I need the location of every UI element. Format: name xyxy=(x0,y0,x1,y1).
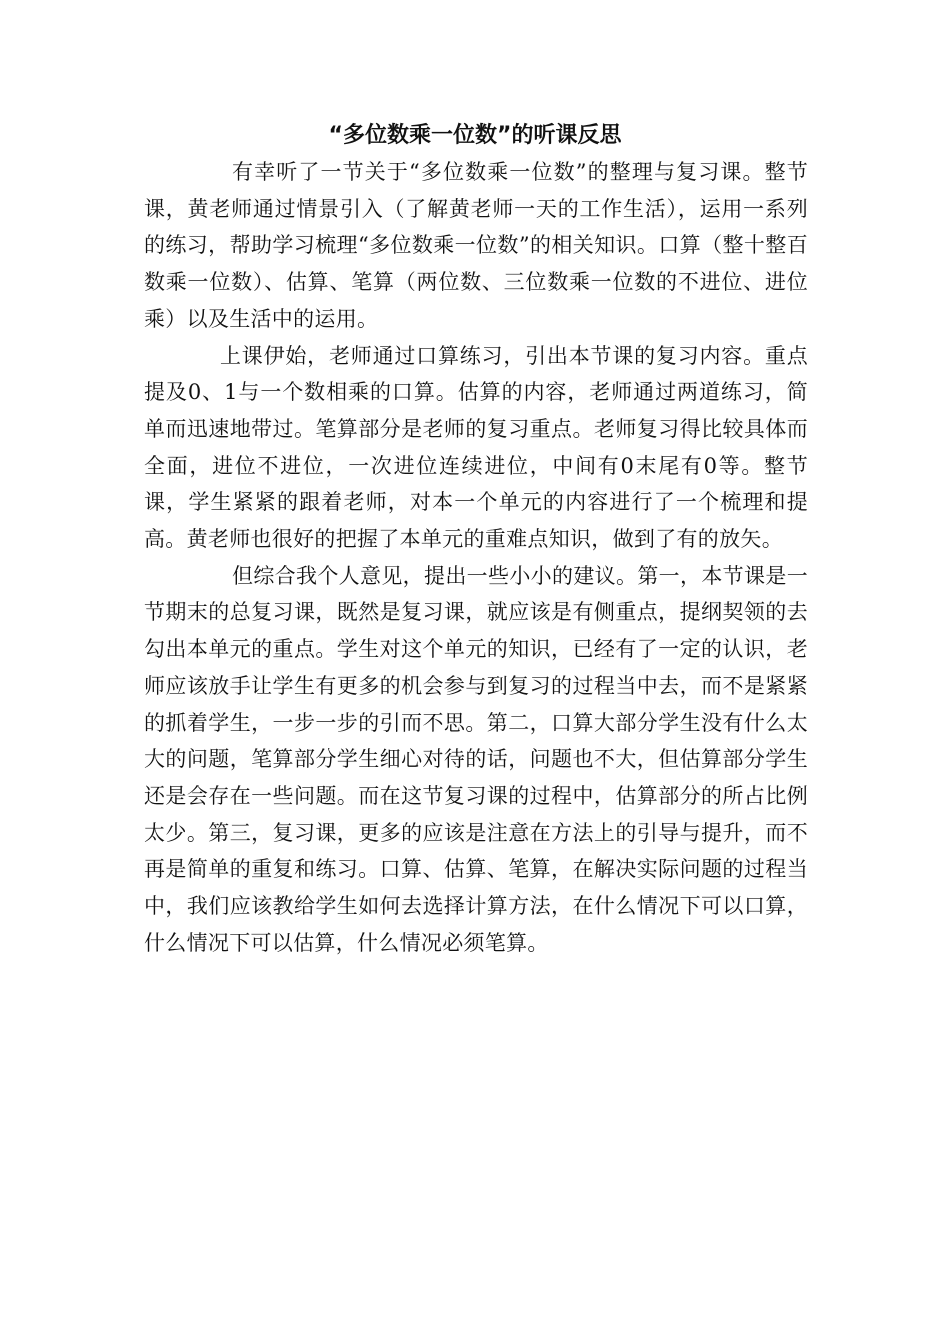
paragraph-1: 有幸听了一节关于“多位数乘一位数”的整理与复习课。整节课，黄老师通过情景引入（了解黄老师一天的工作生活），运用一系列的练习，帮助学习梳理“多位数乘一位数”的相关知识。口算（整十整百数乘一位数）、估算、笔算（两位数、三位数乘一位数的不进位、进位乘）以及生活中的运用。 xyxy=(144,160,808,331)
document-title: “多位数乘一位数”的听课反思 xyxy=(328,123,622,148)
paragraph-3: 但综合我个人意见，提出一些小小的建议。第一，本节课是一节期末的总复习课，既然是复习课，就应该是有侧重点，提纲契领的去勾出本单元的重点。学生对这个单元的知识，已经有了一定的认识，老师应该放手让学生有更多的机会参与到复习的过程当中去，而不是紧紧的抓着学生，一步一步的引而不思。第二，口算大部分学生没有什么太大的问题，笔算部分学生细心对待的话，问题也不大，但估算部分学生还是会存在一些问题。而在这节复习课的过程中，估算部分的所占比例太少。第三，复习课，更多的应该是注意在方法上的引导与提升，而不再是简单的重复和练习。口算、估算、笔算，在解决实际问题的过程当中，我们应该教给学生如何去选择计算方法，在什么情况下可以口算，什么情况下可以估算，什么情况必须笔算。 xyxy=(144,563,808,955)
paragraph-2: 上课伊始，老师通过口算练习，引出本节课的复习内容。重点提及0、1与一个数相乘的口算。估算的内容，老师通过两道练习，简单而迅速地带过。笔算部分是老师的复习重点。老师复习得比较具体而全面，进位不进位，一次进位连续进位，中间有0末尾有0等。整节课，学生紧紧的跟着老师，对本一个单元的内容进行了一个梳理和提高。黄老师也很好的把握了本单元的重难点知识，做到了有的放矢。 xyxy=(144,343,808,552)
document-body xyxy=(144,154,808,961)
